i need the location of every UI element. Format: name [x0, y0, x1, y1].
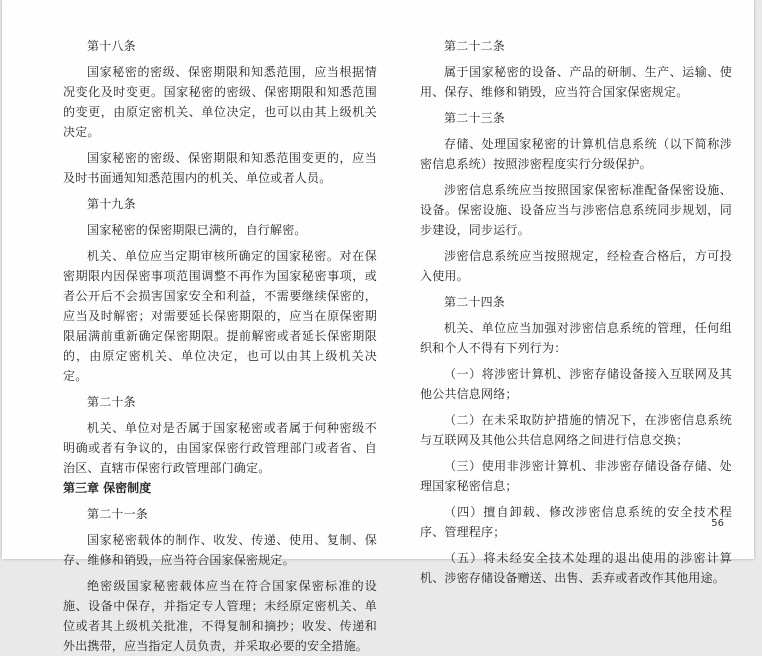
paragraph: 涉密信息系统应当按照规定，经检查合格后，方可投入使用。	[420, 249, 732, 283]
left-column	[63, 36, 377, 656]
paragraph: 国家秘密的密级、保密期限和知悉范围变更的，应当及时书面通知知悉范围内的机关、单位或者人员。	[63, 151, 377, 185]
right-column	[420, 36, 732, 588]
page-number: 56	[711, 518, 724, 529]
paragraph: 机关、单位应当定期审核所确定的国家秘密。对在保密期限内因保密事项范围调整不再作为国家秘密事项，或者公开后不会损害国家安全和利益，不需要继续保密的，应当及时解密；对需要延长保密期限的，应当在原保密期限届满前重新确定保密期限。提前解密或者延长保密期限的，由原定密机关、单位决定，也可以由其上级机关决定。	[63, 249, 377, 383]
paragraph: 属于国家秘密的设备、产品的研制、生产、运输、使用、保存、维修和销毁，应当符合国家保密规定。	[420, 65, 732, 99]
article-22-heading: 第二十二条	[444, 39, 506, 53]
paragraph: 国家秘密的密级、保密期限和知悉范围，应当根据情况变化及时变更。国家秘密的密级、保密期限和知悉范围的变更，由原定密机关、单位决定，也可以由其上级机关决定。	[63, 65, 377, 139]
chapter-3-heading: 第三章 保密制度	[63, 481, 152, 495]
article-18-heading: 第十八条	[87, 39, 136, 53]
article-21-heading: 第二十一条	[87, 507, 149, 521]
paragraph: 绝密级国家秘密载体应当在符合国家保密标准的设施、设备中保存，并指定专人管理；未经原定密机关、单位或者其上级机关批准，不得复制和摘抄；收发、传递和外出携带，应当指定人员负责，并采取必要的安全措施。	[63, 579, 377, 653]
document-page	[2, 0, 754, 653]
article-19-heading: 第十九条	[87, 197, 136, 211]
paragraph: 机关、单位应当加强对涉密信息系统的管理，任何组织和个人不得有下列行为：	[420, 321, 732, 355]
article-23-heading: 第二十三条	[444, 111, 506, 125]
list-item: （三）使用非涉密计算机、非涉密存储设备存储、处理国家秘密信息；	[420, 459, 732, 493]
paragraph: 国家秘密的保密期限已满的，自行解密。	[87, 223, 307, 237]
paragraph: 国家秘密载体的制作、收发、传递、使用、复制、保存、维修和销毁，应当符合国家保密规定。	[63, 533, 377, 567]
list-item: （二）在未采取防护措施的情况下，在涉密信息系统与互联网及其他公共信息网络之间进行信息交换；	[420, 413, 732, 447]
paragraph: 存储、处理国家秘密的计算机信息系统（以下简称涉密信息系统）按照涉密程度实行分级保护。	[420, 137, 732, 171]
paragraph: 涉密信息系统应当按照国家保密标准配备保密设施、设备。保密设施、设备应当与涉密信息系统同步规划，同步建设，同步运行。	[420, 183, 732, 237]
article-20-heading: 第二十条	[87, 395, 136, 409]
list-item: （一）将涉密计算机、涉密存储设备接入互联网及其他公共信息网络；	[420, 367, 732, 401]
list-item: （四）擅自卸载、修改涉密信息系统的安全技术程序、管理程序；	[420, 505, 732, 539]
paragraph: 机关、单位对是否属于国家秘密或者属于何种密级不明确或者有争议的，由国家保密行政管理部门或者省、自治区、直辖市保密行政管理部门确定。	[63, 421, 377, 475]
list-item: （五）将未经安全技术处理的退出使用的涉密计算机、涉密存储设备赠送、出售、丢弃或者改作其他用途。	[420, 551, 732, 585]
article-24-heading: 第二十四条	[444, 295, 506, 309]
